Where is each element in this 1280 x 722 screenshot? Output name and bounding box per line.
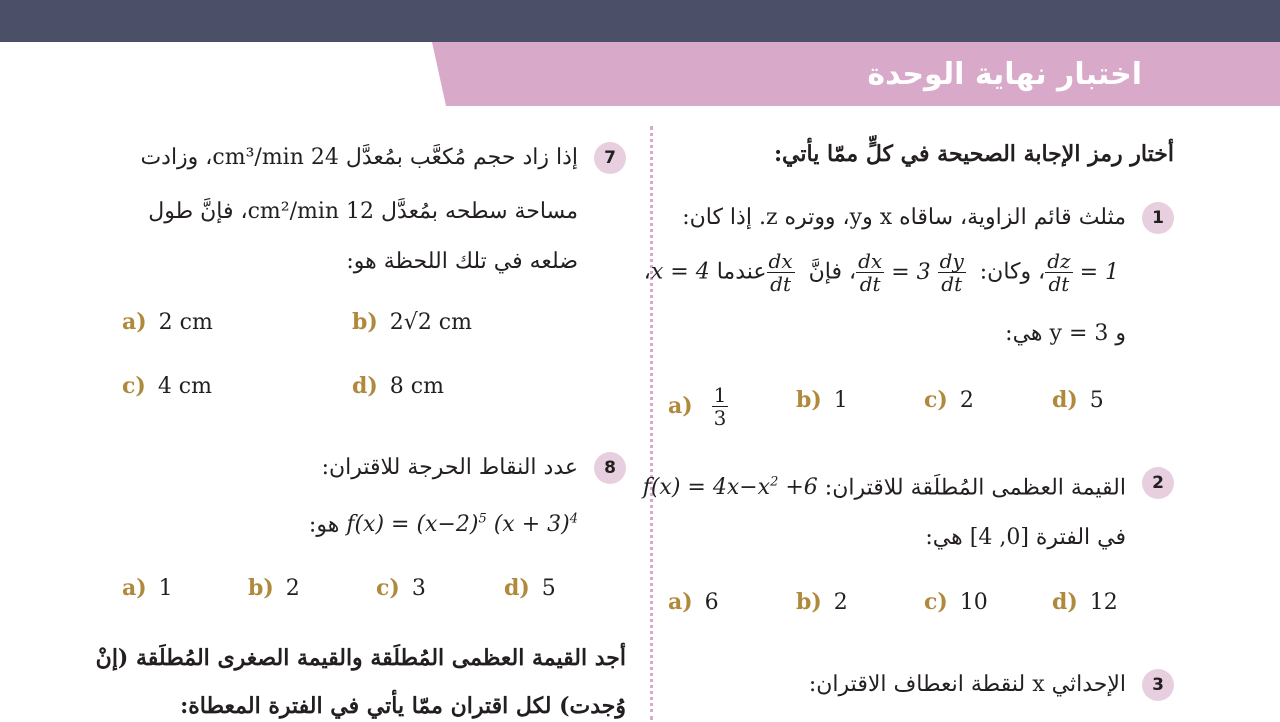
option-value: 1 (833, 388, 848, 413)
option-label: a) (668, 392, 693, 419)
q7-option-a[interactable] (122, 306, 213, 339)
option-label: b) (352, 309, 378, 335)
q3-line1: الإحداثي x لنقطة انعطاف الاقتران: (808, 672, 1126, 697)
frac-den: dt (770, 272, 791, 296)
q8-option-a[interactable] (122, 572, 173, 605)
frac-num: dz (1047, 249, 1071, 273)
question-number-2: 2 (1142, 467, 1174, 499)
q8-exp2: 4 (569, 512, 578, 527)
frac-den: dt (1048, 272, 1070, 296)
q1-frac-dxdt-2-group (767, 249, 802, 296)
option-value: 2 cm (158, 310, 213, 335)
frac-num: dx (858, 249, 883, 273)
option-value: 2√2 cm (389, 310, 472, 335)
option-value: 8 cm (389, 374, 444, 399)
q8-func-mid: (x + 3) (486, 512, 570, 538)
q7-option-c[interactable] (122, 370, 212, 403)
option-label: a) (122, 575, 147, 601)
frac-num: dy (939, 249, 964, 273)
option-value: 5 (541, 576, 556, 601)
option-label: c) (924, 387, 948, 413)
q2-func-tail: +6 (778, 475, 818, 501)
q1-line2: $\frac{dz}{dt}$ = 1 ، وكان: $\frac{dx}{dt}$ = 3 $\frac{dy}{dt}$ ، فإنَّ $\frac{dx}{dt}$ عندما x = 4، (644, 250, 1126, 295)
option-value: 10 (959, 590, 988, 615)
q1-frac-dydt (938, 250, 966, 295)
q1-frac-dzdt (1045, 250, 1072, 295)
q2-function (643, 475, 818, 500)
q8-line2 (309, 504, 578, 541)
title-banner (432, 42, 1280, 106)
q1-frac-dxdt-2 (767, 250, 795, 295)
q1-eq3: x = 4 (650, 259, 710, 285)
page-title: اختبار نهاية الوحدة (867, 57, 1142, 92)
q1-eq1-group (1045, 249, 1126, 296)
question-number-8: 8 (594, 452, 626, 484)
q7-option-b[interactable] (352, 306, 472, 339)
q8-tail: هو: (308, 512, 340, 538)
option-label: b) (248, 575, 274, 601)
option-label: d) (352, 373, 378, 399)
q1-text-c: عندما (716, 259, 767, 285)
option-label: d) (1052, 589, 1078, 615)
q2-text: القيمة العظمى المُطلَقة للاقتران: (824, 475, 1126, 501)
q7-line1: إذا زاد حجم مُكعَّب بمُعدَّل 24 cm³/min، وزادت (140, 145, 578, 170)
option-value: 12 (1089, 590, 1118, 615)
option-value: 2 (285, 576, 300, 601)
q2-option-b[interactable] (796, 586, 848, 619)
section2-line1: أجد القيمة العظمى المُطلَقة والقيمة الصغرى المُطلَقة (إنْ (95, 645, 626, 671)
option-label: a) (122, 309, 147, 335)
q2-line1 (643, 467, 1126, 504)
question-number-3: 3 (1142, 669, 1174, 701)
option-value: 3 (411, 576, 426, 601)
q1-text-a: ، وكان: (979, 259, 1046, 285)
q2-option-d[interactable] (1052, 586, 1118, 619)
q1-eq2-group (856, 249, 973, 296)
q2-option-c[interactable] (924, 586, 988, 619)
q7-option-d[interactable] (352, 370, 444, 403)
question-number-1: 1 (1142, 202, 1174, 234)
q1-frac-dxdt (856, 250, 884, 295)
q1-line3: و y = 3 هي: (1005, 321, 1126, 346)
option-label: d) (1052, 387, 1078, 413)
option-fraction (712, 384, 729, 429)
q2-func-exp: 2 (770, 475, 779, 490)
frac-num: dx (768, 249, 793, 273)
option-label: b) (796, 589, 822, 615)
frac-den: 3 (713, 406, 727, 430)
option-label: c) (122, 373, 146, 399)
q1-option-c[interactable] (924, 384, 974, 417)
question-number-7: 7 (594, 142, 626, 174)
option-label: a) (668, 589, 693, 615)
q2-option-a[interactable] (668, 586, 719, 619)
q1-option-a[interactable] (668, 384, 728, 429)
q8-option-d[interactable] (504, 572, 556, 605)
option-label: c) (376, 575, 400, 601)
q8-line1: عدد النقاط الحرجة للاقتران: (321, 455, 578, 480)
top-bar (0, 0, 1280, 42)
frac-num: 1 (713, 383, 727, 407)
q1-eq1: = 1 (1079, 259, 1119, 285)
q8-option-c[interactable] (376, 572, 426, 605)
q8-func-body: f(x) = (x−2) (346, 512, 479, 538)
q8-option-b[interactable] (248, 572, 300, 605)
frac-den: dt (941, 272, 963, 296)
q8-function (346, 512, 578, 537)
option-value: 2 (959, 388, 974, 413)
q1-option-d[interactable] (1052, 384, 1104, 417)
option-value: 6 (704, 590, 719, 615)
q8-exp1: 5 (478, 512, 487, 527)
q1-line1: مثلث قائم الزاوية، ساقاه x وy، ووتره z. إذا كان: (682, 205, 1126, 230)
q1-option-b[interactable] (796, 384, 848, 417)
q7-line2: مساحة سطحه بمُعدَّل 12 cm²/min، فإنَّ طول (148, 199, 578, 224)
option-label: d) (504, 575, 530, 601)
frac-den: dt (859, 272, 881, 296)
option-label: b) (796, 387, 822, 413)
q2-func-body: f(x) = 4x−x (642, 475, 771, 501)
q1-eq2: = 3 (891, 259, 931, 285)
option-value: 5 (1089, 388, 1104, 413)
option-value: 4 cm (157, 374, 212, 399)
q7-line3: ضلعه في تلك اللحظة هو: (346, 249, 578, 274)
option-label: c) (924, 589, 948, 615)
option-value: 1 (158, 576, 173, 601)
q1-text-b: ، فإنَّ (808, 259, 857, 285)
q2-line2: في الفترة [0, 4] هي: (925, 525, 1126, 550)
instruction-text: أختار رمز الإجابة الصحيحة في كلٍّ ممّا يأتي: (773, 141, 1174, 167)
option-value: 2 (833, 590, 848, 615)
section2-line2: وُجدت) لكل اقتران ممّا يأتي في الفترة المعطاة: (180, 693, 626, 719)
column-divider (650, 126, 653, 720)
